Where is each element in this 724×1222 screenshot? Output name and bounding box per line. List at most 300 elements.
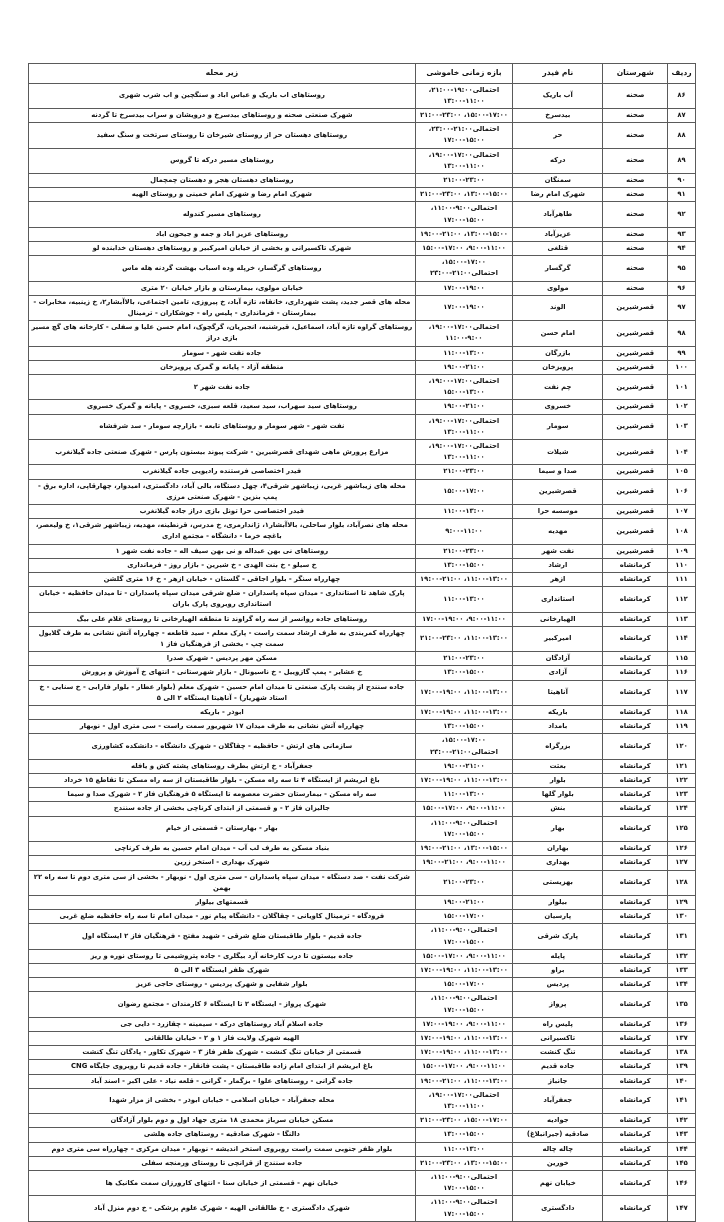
outage-time-cell: ۱۵:۰۰-۱۷:۰۰: [415, 978, 512, 992]
sub-neighborhood-cell: جاده سنندج از قزانچی تا روستای ورمنجه سفلی: [29, 1156, 416, 1170]
county-cell: صحنه: [603, 256, 668, 281]
feeder-name-cell: پرواز: [513, 992, 603, 1017]
sub-neighborhood-cell: قسمتهای بیلوار: [29, 895, 416, 909]
outage-time-cell: ۹:۰۰-۱۱:۰۰، ۱۷:۰۰-۱۹:۰۰: [415, 1017, 512, 1031]
county-cell: قصرشیرین: [603, 346, 668, 360]
feeder-name-cell: الوند: [513, 295, 603, 320]
county-cell: کرمانشاه: [603, 1046, 668, 1060]
row-number-cell: ۹۸: [668, 321, 696, 346]
feeder-name-cell: عزیزآباد: [513, 227, 603, 241]
sub-neighborhood-cell: چهارراه سنگر - بلوار اجاقی - گلستان - خیابان ازهر - خ ۱۶ متری گلشن: [29, 573, 416, 587]
outage-time-cell: ۹:۰۰-۱۱:۰۰، ۱۵:۰۰-۱۷:۰۰: [415, 802, 512, 816]
sub-neighborhood-cell: سازمانی های ارتش - حافظیه - چقاگلان - شهرک دانشگاه - دانشکده کشاورزی: [29, 734, 416, 759]
sub-neighborhood-cell: خیابان نهم - قسمتی از خیابان سنا - انتهای کارورزان سمت مکانیک ها: [29, 1170, 416, 1195]
outage-time-cell: ۹:۰۰-۱۱:۰۰: [415, 519, 512, 544]
outage-time-cell: ۱۳:۰۰-۱۵:۰۰، ۲۱:۰۰-۲۳:۰۰: [415, 1156, 512, 1170]
row-number-cell: ۸۹: [668, 148, 696, 173]
table-row: [29, 1046, 696, 1060]
sub-neighborhood-cell: نفت شهر - شهر سومار و روستاهای تابعه - بازارچه سومار - سد شرفشاه: [29, 414, 416, 439]
county-cell: صحنه: [603, 241, 668, 255]
feeder-name-cell: جاده قدیم: [513, 1060, 603, 1074]
feeder-name-cell: امیرکبیر: [513, 626, 603, 651]
table-row: [29, 321, 696, 346]
county-cell: کرمانشاه: [603, 1060, 668, 1074]
row-number-cell: ۱۱۰: [668, 558, 696, 572]
table-row: [29, 910, 696, 924]
outage-time-cell: ۱۱:۰۰-۱۳:۰۰، ۱۹:۰۰-۲۱:۰۰: [415, 573, 512, 587]
outage-time-cell: ۱۱:۰۰-۱۳:۰۰: [415, 1142, 512, 1156]
county-cell: صحنه: [603, 108, 668, 122]
header-row: [29, 64, 696, 84]
row-number-cell: ۱۲۶: [668, 842, 696, 856]
county-cell: کرمانشاه: [603, 842, 668, 856]
outage-time-cell: احتمالی۹:۰۰-۱۱:۰۰، ۱۵:۰۰-۱۷:۰۰: [415, 992, 512, 1017]
row-number-cell: ۱۳۱: [668, 924, 696, 949]
table-row: [29, 123, 696, 148]
county-cell: کرمانشاه: [603, 1156, 668, 1170]
sub-neighborhood-cell: روستاهای گراوه تازه آباد، اسماعیل، قیرشنبه، انجیریان، گرگچوک، امام حسن علیا و سفلی - کارخانه های گچ مسیر بازی دراز: [29, 321, 416, 346]
table-row: [29, 519, 696, 544]
table-row: [29, 666, 696, 680]
sub-neighborhood-cell: خ سیلو - خ بنت الهدی - خ شیرین - بازار روز - فرمانداری: [29, 558, 416, 572]
table-row: [29, 895, 696, 909]
outage-time-cell: ۹:۰۰-۱۱:۰۰، ۱۹:۰۰-۲۱:۰۰: [415, 856, 512, 870]
sub-neighborhood-cell: روستاهای جاده روانسر از سه راه گراوند تا منطقه الهیارخانی تا روستای غلام علی بیگ: [29, 612, 416, 626]
county-cell: قصرشیرین: [603, 479, 668, 504]
table-row: [29, 1156, 696, 1170]
row-number-cell: ۱۳۷: [668, 1031, 696, 1045]
outage-time-cell: احتمالی۱۷:۰۰-۱۹:۰۰، ۱۳:۰۰-۱۵:۰۰: [415, 374, 512, 399]
feeder-name-cell: ارشاد: [513, 558, 603, 572]
row-number-cell: ۱۳۵: [668, 992, 696, 1017]
sub-neighborhood-cell: چهارراه آتش نشانی به طرف میدان ۱۷ شهریور سمت راست - سی متری اول - نوبهار: [29, 720, 416, 734]
outage-schedule-table: [28, 63, 696, 1222]
sub-neighborhood-cell: روستاهای مسیر کندوله: [29, 202, 416, 227]
feeder-name-cell: خیابان نهم: [513, 1170, 603, 1195]
sub-neighborhood-cell: جاده بیستون تا درب کارخانه آرد بیگلری - جاده پتروشیمی تا روستای نوره و ریز: [29, 949, 416, 963]
table-row: [29, 1128, 696, 1142]
table-row: [29, 870, 696, 895]
county-cell: کرمانشاه: [603, 788, 668, 802]
feeder-name-cell: بهار: [513, 816, 603, 841]
row-number-cell: ۱۴۷: [668, 1196, 696, 1221]
sub-neighborhood-cell: شهرک ظفر ایستگاه ۳ الی ۵: [29, 963, 416, 977]
outage-time-cell: ۱۳:۰۰-۱۵:۰۰، ۱۹:۰۰-۲۱:۰۰: [415, 842, 512, 856]
outage-time-cell: احتمالی۱۷:۰۰-۱۹:۰۰، ۱۱:۰۰-۱۳:۰۰: [415, 440, 512, 465]
table-row: [29, 108, 696, 122]
county-cell: قصرشیرین: [603, 465, 668, 479]
table-row: [29, 544, 696, 558]
county-cell: کرمانشاه: [603, 1170, 668, 1195]
outage-time-cell: ۱۳:۰۰-۱۵:۰۰: [415, 666, 512, 680]
row-number-cell: ۱۴۵: [668, 1156, 696, 1170]
table-row: [29, 148, 696, 173]
column-header-feeder: نام فیدر: [513, 64, 603, 84]
row-number-cell: ۹۵: [668, 256, 696, 281]
county-cell: کرمانشاه: [603, 1031, 668, 1045]
sub-neighborhood-cell: شهرک امام رضا و شهرک امام خمینی و روستای الهیه: [29, 188, 416, 202]
feeder-name-cell: پرویزخان: [513, 360, 603, 374]
sub-neighborhood-cell: محله جعفرآباد - خیابان اسلامی - خیابان ابوذر - بخشی از مزار شهدا: [29, 1088, 416, 1113]
sub-neighborhood-cell: چهارراه کمربندی به طرف ارشاد سمت راست - پارک معلم - سید قاطعه - چهارراه آتش نشانی به طرف گلایول سمت چپ - بخشی از فرهنگیان فاز ۱: [29, 626, 416, 651]
row-number-cell: ۱۱۱: [668, 573, 696, 587]
feeder-name-cell: موسسه حرا: [513, 505, 603, 519]
county-cell: کرمانشاه: [603, 612, 668, 626]
county-cell: قصرشیرین: [603, 374, 668, 399]
row-number-cell: ۱۲۹: [668, 895, 696, 909]
feeder-name-cell: سومار: [513, 414, 603, 439]
feeder-name-cell: چم نفت: [513, 374, 603, 399]
county-cell: کرمانشاه: [603, 587, 668, 612]
feeder-name-cell: براو: [513, 963, 603, 977]
county-cell: کرمانشاه: [603, 626, 668, 651]
sub-neighborhood-cell: خیابان مولوی، بیمارستان و بازار خیابان ۲۰ متری: [29, 281, 416, 295]
sub-neighborhood-cell: شهرک تاکسیرانی و بخشی از خیابان امیرکبیر و روستاهای دهستان خدابنده لو: [29, 241, 416, 255]
row-number-cell: ۱۱۸: [668, 706, 696, 720]
feeder-name-cell: خورین: [513, 1156, 603, 1170]
sub-neighborhood-cell: دالنگا - شهرک صادقیه - روستاهای جاده هلشی: [29, 1128, 416, 1142]
outage-time-cell: ۱۳:۰۰-۱۵:۰۰: [415, 558, 512, 572]
sub-neighborhood-cell: الهیه شهرک ولایت فاز ۱ و ۲ - خیابان طالقانی: [29, 1031, 416, 1045]
county-cell: کرمانشاه: [603, 774, 668, 788]
row-number-cell: ۱۱۳: [668, 612, 696, 626]
feeder-name-cell: بنش: [513, 802, 603, 816]
county-cell: قصرشیرین: [603, 544, 668, 558]
table-row: [29, 963, 696, 977]
outage-table-body: [29, 83, 696, 1221]
sub-neighborhood-cell: جاده نفت شهر ۲: [29, 374, 416, 399]
feeder-name-cell: مولوی: [513, 281, 603, 295]
row-number-cell: ۱۳۴: [668, 978, 696, 992]
outage-time-cell: ۱۹:۰۰-۲۱:۰۰: [415, 895, 512, 909]
table-row: [29, 1196, 696, 1221]
outage-time-cell: ۱۵:۰۰-۱۷:۰۰: [415, 479, 512, 504]
row-number-cell: ۱۱۶: [668, 666, 696, 680]
row-number-cell: ۱۰۱: [668, 374, 696, 399]
county-cell: قصرشیرین: [603, 360, 668, 374]
county-cell: صحنه: [603, 188, 668, 202]
feeder-name-cell: سمنگان: [513, 173, 603, 187]
sub-neighborhood-cell: خ عشایر - پمپ گازوییل - خ ناسیونال - بازار شهرستانی - انتهای خ آموزش و پرورش: [29, 666, 416, 680]
row-number-cell: ۱۳۳: [668, 963, 696, 977]
feeder-name-cell: پایله: [513, 949, 603, 963]
county-cell: کرمانشاه: [603, 1128, 668, 1142]
row-number-cell: ۱۲۵: [668, 816, 696, 841]
outage-time-cell: ۱۱:۰۰-۱۳:۰۰، ۱۷:۰۰-۱۹:۰۰: [415, 774, 512, 788]
row-number-cell: ۹۳: [668, 227, 696, 241]
feeder-name-cell: دادگستری: [513, 1196, 603, 1221]
outage-time-cell: ۱۹:۰۰-۲۱:۰۰: [415, 400, 512, 414]
table-row: [29, 924, 696, 949]
feeder-name-cell: چاله چاله: [513, 1142, 603, 1156]
feeder-name-cell: بلوار: [513, 774, 603, 788]
row-number-cell: ۱۱۹: [668, 720, 696, 734]
county-cell: قصرشیرین: [603, 414, 668, 439]
table-row: [29, 558, 696, 572]
outage-time-cell: ۹:۰۰-۱۱:۰۰، ۱۷:۰۰-۱۹:۰۰: [415, 612, 512, 626]
county-cell: کرمانشاه: [603, 1142, 668, 1156]
row-number-cell: ۱۰۳: [668, 414, 696, 439]
table-row: [29, 465, 696, 479]
outage-time-cell: ۱۳:۰۰-۱۵:۰۰: [415, 720, 512, 734]
row-number-cell: ۹۶: [668, 281, 696, 295]
county-cell: کرمانشاه: [603, 870, 668, 895]
outage-time-cell: احتمالی۲۱:۰۰-۲۳:۰۰، ۱۵:۰۰-۱۷:۰۰: [415, 123, 512, 148]
county-cell: کرمانشاه: [603, 963, 668, 977]
outage-time-cell: ۹:۰۰-۱۱:۰۰، ۱۵:۰۰-۱۷:۰۰: [415, 949, 512, 963]
row-number-cell: ۱۴۲: [668, 1114, 696, 1128]
outage-time-cell: ۱۳:۰۰-۱۵:۰۰، ۲۱:۰۰-۲۳:۰۰: [415, 188, 512, 202]
row-number-cell: ۸۸: [668, 123, 696, 148]
row-number-cell: ۱۴۴: [668, 1142, 696, 1156]
table-row: [29, 360, 696, 374]
county-cell: کرمانشاه: [603, 1017, 668, 1031]
row-number-cell: ۱۲۳: [668, 788, 696, 802]
county-cell: قصرشیرین: [603, 400, 668, 414]
feeder-name-cell: طاهرآباد: [513, 202, 603, 227]
row-number-cell: ۱۲۷: [668, 856, 696, 870]
sub-neighborhood-cell: بلوار شفایی و شهرک پردیس - روستای حاجی عزیز: [29, 978, 416, 992]
county-cell: قصرشیرین: [603, 295, 668, 320]
table-row: [29, 1031, 696, 1045]
feeder-name-cell: بازرگان: [513, 346, 603, 360]
outage-time-cell: ۱۵:۰۰-۱۷:۰۰، احتمالی۲۱:۰۰-۲۳:۰۰: [415, 256, 512, 281]
outage-time-cell: احتمالی۹:۰۰-۱۱:۰۰، ۱۵:۰۰-۱۷:۰۰: [415, 924, 512, 949]
row-number-cell: ۱۰۲: [668, 400, 696, 414]
table-row: [29, 652, 696, 666]
table-row: [29, 978, 696, 992]
feeder-name-cell: استانداری: [513, 587, 603, 612]
outage-time-cell: ۱۳:۰۰-۱۵:۰۰: [415, 1128, 512, 1142]
sub-neighborhood-cell: فرودگاه - ترمینال کاویانی - چقاگلان - دانشگاه پیام نور - میدان امام تا سه راه حافظیه ضلع غربی: [29, 910, 416, 924]
sub-neighborhood-cell: جاده اسلام آباد روستاهای درکه - سیمینه - چقازرد - دایی جی: [29, 1017, 416, 1031]
row-number-cell: ۱۲۴: [668, 802, 696, 816]
sub-neighborhood-cell: باغ ابریشم از ابتدای امام زاده طاقبستان - پشت فانقار - جاده قدیم تا روبروی جایگاه CNG: [29, 1060, 416, 1074]
outage-time-cell: ۱۱:۰۰-۱۳:۰۰: [415, 346, 512, 360]
outage-time-cell: احتمالی۹:۰۰-۱۱:۰۰، ۱۵:۰۰-۱۷:۰۰: [415, 1170, 512, 1195]
sub-neighborhood-cell: جاده قدیم - بلوار طاقبستان ضلع شرقی - شهید مفتح - فرهنگیان فاز ۲ ایستگاه اول: [29, 924, 416, 949]
outage-time-cell: ۱۹:۰۰-۲۱:۰۰: [415, 759, 512, 773]
table-row: [29, 173, 696, 187]
table-row: [29, 374, 696, 399]
county-cell: کرمانشاه: [603, 1114, 668, 1128]
outage-time-cell: احتمالی۱۹:۰۰-۲۱:۰۰، ۱۱:۰۰-۱۳:۰۰: [415, 83, 512, 108]
row-number-cell: ۱۳۲: [668, 949, 696, 963]
outage-time-cell: ۱۵:۰۰-۱۷:۰۰، ۲۱:۰۰-۲۳:۰۰: [415, 108, 512, 122]
feeder-name-cell: جعفرآباد: [513, 1088, 603, 1113]
outage-time-cell: احتمالی۹:۰۰-۱۱:۰۰، ۱۵:۰۰-۱۷:۰۰: [415, 202, 512, 227]
row-number-cell: ۱۳۹: [668, 1060, 696, 1074]
row-number-cell: ۹۷: [668, 295, 696, 320]
feeder-name-cell: قصرشیرین: [513, 479, 603, 504]
sub-neighborhood-cell: روستاهای گرگسار، خرپله وده اسباب بهشت گردنه هله ماس: [29, 256, 416, 281]
table-row: [29, 774, 696, 788]
outage-time-cell: احتمالی۹:۰۰-۱۱:۰۰، ۱۵:۰۰-۱۷:۰۰: [415, 1196, 512, 1221]
table-row: [29, 842, 696, 856]
table-row: [29, 1142, 696, 1156]
table-row: [29, 1060, 696, 1074]
table-row: [29, 626, 696, 651]
table-row: [29, 1170, 696, 1195]
row-number-cell: ۹۴: [668, 241, 696, 255]
county-cell: کرمانشاه: [603, 720, 668, 734]
county-cell: صحنه: [603, 148, 668, 173]
row-number-cell: ۱۳۰: [668, 910, 696, 924]
feeder-name-cell: صدا و سیما: [513, 465, 603, 479]
outage-time-cell: ۱۹:۰۰-۲۱:۰۰: [415, 360, 512, 374]
table-row: [29, 505, 696, 519]
sub-neighborhood-cell: ابوذر - باریکه: [29, 706, 416, 720]
column-header-row-number: ردیف: [668, 64, 696, 84]
outage-time-cell: ۹:۰۰-۱۱:۰۰، ۱۵:۰۰-۱۷:۰۰: [415, 1060, 512, 1074]
sub-neighborhood-cell: قسمتی از خیابان تنگ کنشت - شهرک ظفر فاز ۳ - شهرک تکاور - پادگان تنگ کنشت: [29, 1046, 416, 1060]
table-row: [29, 241, 696, 255]
sub-neighborhood-cell: روستاهای عزیز اباد و جمه و جیحون اباد: [29, 227, 416, 241]
row-number-cell: ۱۰۰: [668, 360, 696, 374]
sub-neighborhood-cell: باغ ابریشم از ایستگاه ۴ تا سه راه مسکن - بلوار طاقبستان از سه راه مسکن تا تقاطع ۱۵ خرداد: [29, 774, 416, 788]
row-number-cell: ۹۱: [668, 188, 696, 202]
county-cell: صحنه: [603, 281, 668, 295]
feeder-name-cell: بلوار گلها: [513, 788, 603, 802]
feeder-name-cell: ازهر: [513, 573, 603, 587]
sub-neighborhood-cell: جالیزان فاز ۲ - و قسمتی از ابتدای کرناچی بخشی از جاده سنندج: [29, 802, 416, 816]
county-cell: صحنه: [603, 123, 668, 148]
outage-time-cell: ۱۱:۰۰-۱۳:۰۰، ۱۹:۰۰-۲۱:۰۰: [415, 1074, 512, 1088]
outage-time-cell: ۲۱:۰۰-۲۳:۰۰: [415, 465, 512, 479]
feeder-name-cell: درکه: [513, 148, 603, 173]
county-cell: کرمانشاه: [603, 802, 668, 816]
county-cell: قصرشیرین: [603, 505, 668, 519]
feeder-name-cell: آناهیتا: [513, 680, 603, 705]
column-header-time-range: بازه زمانی خاموشی: [415, 64, 512, 84]
county-cell: صحنه: [603, 83, 668, 108]
county-cell: کرمانشاه: [603, 680, 668, 705]
outage-time-cell: احتمالی۹:۰۰-۱۱:۰۰، ۱۵:۰۰-۱۷:۰۰: [415, 816, 512, 841]
outage-time-cell: ۱۵:۰۰-۱۷:۰۰، احتمالی۲۱:۰۰-۲۳:۰۰: [415, 734, 512, 759]
table-header: [29, 64, 696, 84]
table-row: [29, 479, 696, 504]
sub-neighborhood-cell: منطقه آزاد - پایانه و گمرک پرویزخان: [29, 360, 416, 374]
feeder-name-cell: بهاران: [513, 842, 603, 856]
feeder-name-cell: حر: [513, 123, 603, 148]
column-header-sub-neighborhood: زیر محله: [29, 64, 416, 84]
feeder-name-cell: بامداد: [513, 720, 603, 734]
sub-neighborhood-cell: جعفرآباد - خ ارتش بطرف روستاهای پشته کش و یافله: [29, 759, 416, 773]
county-cell: کرمانشاه: [603, 706, 668, 720]
sub-neighborhood-cell: مزارع پرورش ماهی شهدای قصرشیرین - شرکت پیوند بیستون پارس - شهرک صنعتی جاده گیلانغرب: [29, 440, 416, 465]
sub-neighborhood-cell: مسکن مهر پردیس - شهرک صدرا: [29, 652, 416, 666]
sub-neighborhood-cell: شهرک پرواز - ایستگاه ۲ تا ایستگاه ۶ کارمندان - مجتمع رضوان: [29, 992, 416, 1017]
table-row: [29, 440, 696, 465]
sub-neighborhood-cell: روستاهای مسیر درکه تا گروس: [29, 148, 416, 173]
table-row: [29, 802, 696, 816]
outage-time-cell: ۱۱:۰۰-۱۳:۰۰، ۲۱:۰۰-۲۳:۰۰: [415, 626, 512, 651]
row-number-cell: ۱۱۲: [668, 587, 696, 612]
outage-time-cell: ۱۵:۰۰-۱۷:۰۰: [415, 910, 512, 924]
county-cell: کرمانشاه: [603, 759, 668, 773]
feeder-name-cell: جوادیه: [513, 1114, 603, 1128]
row-number-cell: ۱۴۶: [668, 1170, 696, 1195]
outage-time-cell: ۲۱:۰۰-۲۳:۰۰: [415, 652, 512, 666]
outage-time-cell: ۲۱:۰۰-۲۳:۰۰: [415, 544, 512, 558]
sub-neighborhood-cell: بنیاد مسکن به طرف لب آب - میدان امام حسین به طرف کرناچی: [29, 842, 416, 856]
feeder-name-cell: آزادگان: [513, 652, 603, 666]
table-row: [29, 295, 696, 320]
table-row: [29, 346, 696, 360]
sub-neighborhood-cell: سه راه مسکن - بیمارستان حضرت معصومه تا ایستگاه ۵ فرهنگیان فاز ۲ - شهرک صدا و سیما: [29, 788, 416, 802]
sub-neighborhood-cell: بلوار ظفر جنوبی سمت راست روبروی استخر اندیشه - نوبهار - میدان مرکزی - چهارراه سی متری دوم: [29, 1142, 416, 1156]
row-number-cell: ۱۰۵: [668, 465, 696, 479]
table-row: [29, 1114, 696, 1128]
row-number-cell: ۱۰۹: [668, 544, 696, 558]
county-cell: کرمانشاه: [603, 1196, 668, 1221]
feeder-name-cell: پارسیان: [513, 910, 603, 924]
feeder-name-cell: شهرک امام رضا: [513, 188, 603, 202]
row-number-cell: ۱۱۷: [668, 680, 696, 705]
row-number-cell: ۱۰۴: [668, 440, 696, 465]
feeder-name-cell: بیلوار: [513, 895, 603, 909]
row-number-cell: ۱۲۱: [668, 759, 696, 773]
county-cell: کرمانشاه: [603, 573, 668, 587]
feeder-name-cell: امام حسن: [513, 321, 603, 346]
table-row: [29, 202, 696, 227]
feeder-name-cell: آب باریک: [513, 83, 603, 108]
county-cell: کرمانشاه: [603, 910, 668, 924]
row-number-cell: ۱۳۶: [668, 1017, 696, 1031]
table-row: [29, 1088, 696, 1113]
table-row: [29, 256, 696, 281]
feeder-name-cell: پارک شرقی: [513, 924, 603, 949]
sub-neighborhood-cell: شرکت نفت - صد دستگاه - میدان سپاه پاسداران - سی متری اول - نوبهار - بخشی از سی متری دوم تا سه راه ۲۲ بهمن: [29, 870, 416, 895]
feeder-name-cell: بیدسرخ: [513, 108, 603, 122]
county-cell: قصرشیرین: [603, 519, 668, 544]
table-row: [29, 573, 696, 587]
table-row: [29, 856, 696, 870]
county-cell: صحنه: [603, 173, 668, 187]
feeder-name-cell: شیلات: [513, 440, 603, 465]
table-row: [29, 400, 696, 414]
county-cell: کرمانشاه: [603, 558, 668, 572]
feeder-name-cell: پلیس راه: [513, 1017, 603, 1031]
county-cell: کرمانشاه: [603, 949, 668, 963]
outage-time-cell: ۱۱:۰۰-۱۳:۰۰، ۱۷:۰۰-۱۹:۰۰: [415, 680, 512, 705]
outage-time-cell: احتمالی۱۷:۰۰-۱۹:۰۰، ۱۱:۰۰-۱۳:۰۰: [415, 414, 512, 439]
outage-time-cell: ۲۱:۰۰-۲۳:۰۰: [415, 173, 512, 187]
row-number-cell: ۱۰۸: [668, 519, 696, 544]
feeder-name-cell: مهدیه: [513, 519, 603, 544]
sub-neighborhood-cell: روستاهای دهستان حر از روستای شیرخان تا روستای سرتخت و سنگ سفید: [29, 123, 416, 148]
table-row: [29, 188, 696, 202]
outage-time-cell: ۱۵:۰۰-۱۷:۰۰، ۲۱:۰۰-۲۳:۰۰: [415, 1114, 512, 1128]
sub-neighborhood-cell: محله های قصر جدید، پشت شهرداری، خانقاه، تازه آباد، خ پیروزی، تامین اجتماعی، بالاآبشار۲، خ زینبیه، مخابرات - بیمارستان - فرمانداری - پلیس راه - جوشکاران - ترمینال: [29, 295, 416, 320]
outage-time-cell: احتمالی۱۷:۰۰-۱۹:۰۰، ۱۱:۰۰-۱۳:۰۰: [415, 1088, 512, 1113]
feeder-name-cell: باریکه: [513, 706, 603, 720]
county-cell: کرمانشاه: [603, 895, 668, 909]
feeder-name-cell: قتلغی: [513, 241, 603, 255]
table-row: [29, 612, 696, 626]
outage-time-cell: ۱۷:۰۰-۱۹:۰۰: [415, 295, 512, 320]
table-row: [29, 734, 696, 759]
outage-time-cell: ۲۱:۰۰-۲۳:۰۰: [415, 870, 512, 895]
feeder-name-cell: بهداری: [513, 856, 603, 870]
column-header-county: شهرستان: [603, 64, 668, 84]
feeder-name-cell: جانباز: [513, 1074, 603, 1088]
row-number-cell: ۱۲۰: [668, 734, 696, 759]
feeder-name-cell: نفت شهر: [513, 544, 603, 558]
county-cell: کرمانشاه: [603, 652, 668, 666]
sub-neighborhood-cell: روستاهای نی بهن عبداله و نی بهن سیف اله - جاده نفت شهر ۱: [29, 544, 416, 558]
sub-neighborhood-cell: پارک شاهد تا استانداری - میدان سپاه پاسداران - ضلع شرقی میدان سپاه پاسداران - تا میدان حافظیه - خیابان استانداری روبروی پارک باران: [29, 587, 416, 612]
